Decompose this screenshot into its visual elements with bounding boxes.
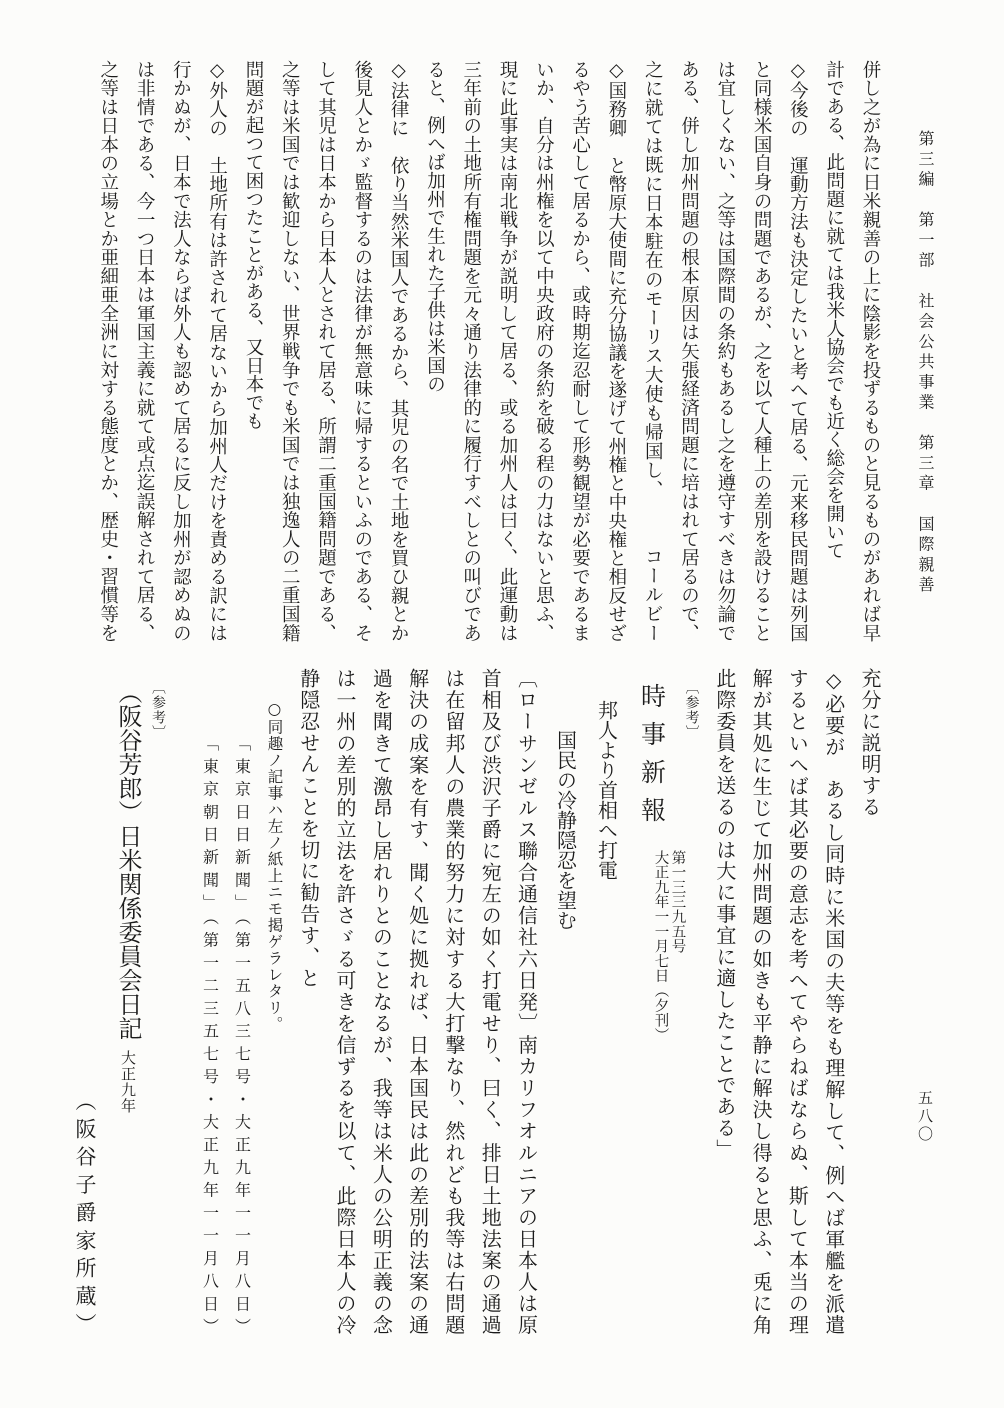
article-headline: 邦人より首相へ打電 bbox=[594, 700, 619, 880]
source-citation: 「東京日日新聞」（第一五八三七号・大正九年一一月八日） bbox=[232, 735, 252, 1336]
article-line: 解決の成案を有す、聞く処に拠れば、日本国民は此の差別的法案の通 bbox=[405, 668, 430, 1336]
diary-year: 大正九年 bbox=[119, 1050, 138, 1114]
text-line: 現に此事実は南北戦争が説明して居る、或る加州人は曰く、此運動は bbox=[497, 60, 519, 642]
text-line: 行かぬが、日本で法人ならば外人も認めて居るに反し加州が認めぬの bbox=[170, 60, 192, 642]
diary-heading bbox=[112, 668, 144, 1336]
text-line: 計である、此問題に就ては我米人協会でも近く総会を開いて bbox=[823, 60, 845, 560]
article-line: は在留邦人の農業的努力に対する大打撃なり、然れども我等は右問題 bbox=[441, 668, 466, 1336]
reference-label: 〔参考〕 bbox=[150, 680, 167, 740]
text-line: と同様米国自身の問題であるが、之を以て人種上の差別を設けること bbox=[751, 60, 773, 642]
text-line: 之等は米国では歓迎しない、世界戦争でも米国では独逸人の二重国籍 bbox=[279, 60, 301, 642]
text-line: 解が其処に生じて加州問題の如きも平静に解決し得ると思ふ、兎に角 bbox=[749, 668, 774, 1336]
text-line: して其児は日本から日本人とされて居る、所謂二重国籍問題である、 bbox=[315, 60, 337, 642]
text-line: いか、自分は州権を以て中央政府の条約を破る程の力はないと思ふ、 bbox=[533, 60, 555, 642]
article-line: 〔ローサンゼルス聯合通信社六日発〕南カリフオルニアの日本人は原 bbox=[514, 668, 539, 1336]
running-head: 第三編 第一部 社会公共事業 第三章 国際親善 bbox=[916, 130, 935, 592]
text-line: ると、例へば加州で生れた子供は米国の bbox=[424, 60, 446, 393]
newspaper-issue-info bbox=[652, 850, 686, 1050]
newspaper-title: 時事新報 bbox=[637, 683, 667, 835]
text-line: 此際委員を送るのは大に事宜に適したことである」 bbox=[712, 668, 737, 1161]
text-line: 併し之が為に日米親善の上に陰影を投ずるものと見るものがあれば早 bbox=[860, 60, 881, 642]
text-line: 問題が起つて困つたことがある、又日本でも bbox=[242, 60, 264, 430]
text-line: 之に就ては既に日本駐在のモーリス大使も帰国し、 コールビー bbox=[642, 60, 664, 642]
reference-label: 〔参考〕 bbox=[683, 680, 700, 740]
text-line: は非情である、今一つ日本は軍国主義に就て或点迄誤解されて居る、 bbox=[134, 60, 156, 642]
text-line: ◇外人の 土地所有は許されて居ないから加州人だけを責める訳には bbox=[206, 60, 228, 642]
issue-number: 第一三三九五号 bbox=[669, 850, 686, 954]
article-line: 首相及び渋沢子爵に宛左の如く打電せり、曰く、排日土地法案の通過 bbox=[478, 668, 503, 1336]
text-line: ◇今後の 運動方法も決定したいと考へて居る、元来移民問題は列国 bbox=[787, 60, 809, 642]
diary-title: （阪谷芳郎）日米関係委員会日記 bbox=[114, 680, 143, 1040]
article-line: 静隠忍せんことを切に勧告す、と bbox=[296, 668, 321, 989]
text-line: るやう苦心して居るから、或時期迄忍耐して形勢観望が必要であるま bbox=[569, 60, 591, 642]
text-line: 後見人とかゞ監督するのは法律が無意味に帰するといふのである、そ bbox=[351, 60, 373, 642]
page-number: 五八〇 bbox=[916, 1090, 934, 1144]
editorial-note: ○同趣ノ記事ハ左ノ紙上ニモ掲ゲラレタリ。 bbox=[265, 700, 284, 1033]
article-line: は一州の差別的立法を許さゞる可きを信ずるを以て、此際日本人の冷 bbox=[333, 668, 358, 1336]
text-line: 之等は日本の立場とか亜細亜全洲に対する態度とか、歴史・習慣等を bbox=[97, 60, 119, 642]
source-citation: 「東京朝日新聞」（第一二三五七号・大正九年一一月八日） bbox=[200, 735, 220, 1336]
text-line: ある、併し加州問題の根本原因は矢張経済問題に培はれて居るので、 bbox=[678, 60, 700, 642]
article-line: 過を聞きて激昂し居れりとのことなるが、我等は米人の公明正義の念 bbox=[369, 668, 394, 1336]
text-line: ◇法律に 依り当然米国人であるから、其児の名で土地を買ひ親とか bbox=[388, 60, 410, 643]
upper-tier bbox=[88, 60, 888, 642]
text-line: ◇必要が あるし同時に米国の夫等をも理解して、例へば軍艦を派遣 bbox=[821, 668, 846, 1336]
collection-credit: （阪谷子爵家所蔵） bbox=[73, 1090, 98, 1336]
issue-date: 大正九年一一月七日（夕刊） bbox=[652, 850, 669, 1043]
text-line: ◇国務卿 と幣原大使間に充分協議を遂げて州権と中央権と相反せざ bbox=[605, 60, 627, 642]
text-line: 三年前の土地所有権問題を元々通り法律的に履行すべしとの叫びであ bbox=[460, 60, 482, 642]
text-line: するといへば其必要の意志を考へてやらねばならぬ、斯して本当の理 bbox=[785, 668, 810, 1336]
article-subheadline: 国民の冷静隠忍を望む bbox=[553, 730, 578, 930]
newspaper-heading bbox=[627, 668, 686, 1336]
lower-tier bbox=[70, 668, 888, 1336]
text-line: 充分に説明する bbox=[858, 668, 882, 818]
text-line: は宜しくない、之等は国際間の条約もあるし之を遵守すべきは勿論で bbox=[714, 60, 736, 642]
